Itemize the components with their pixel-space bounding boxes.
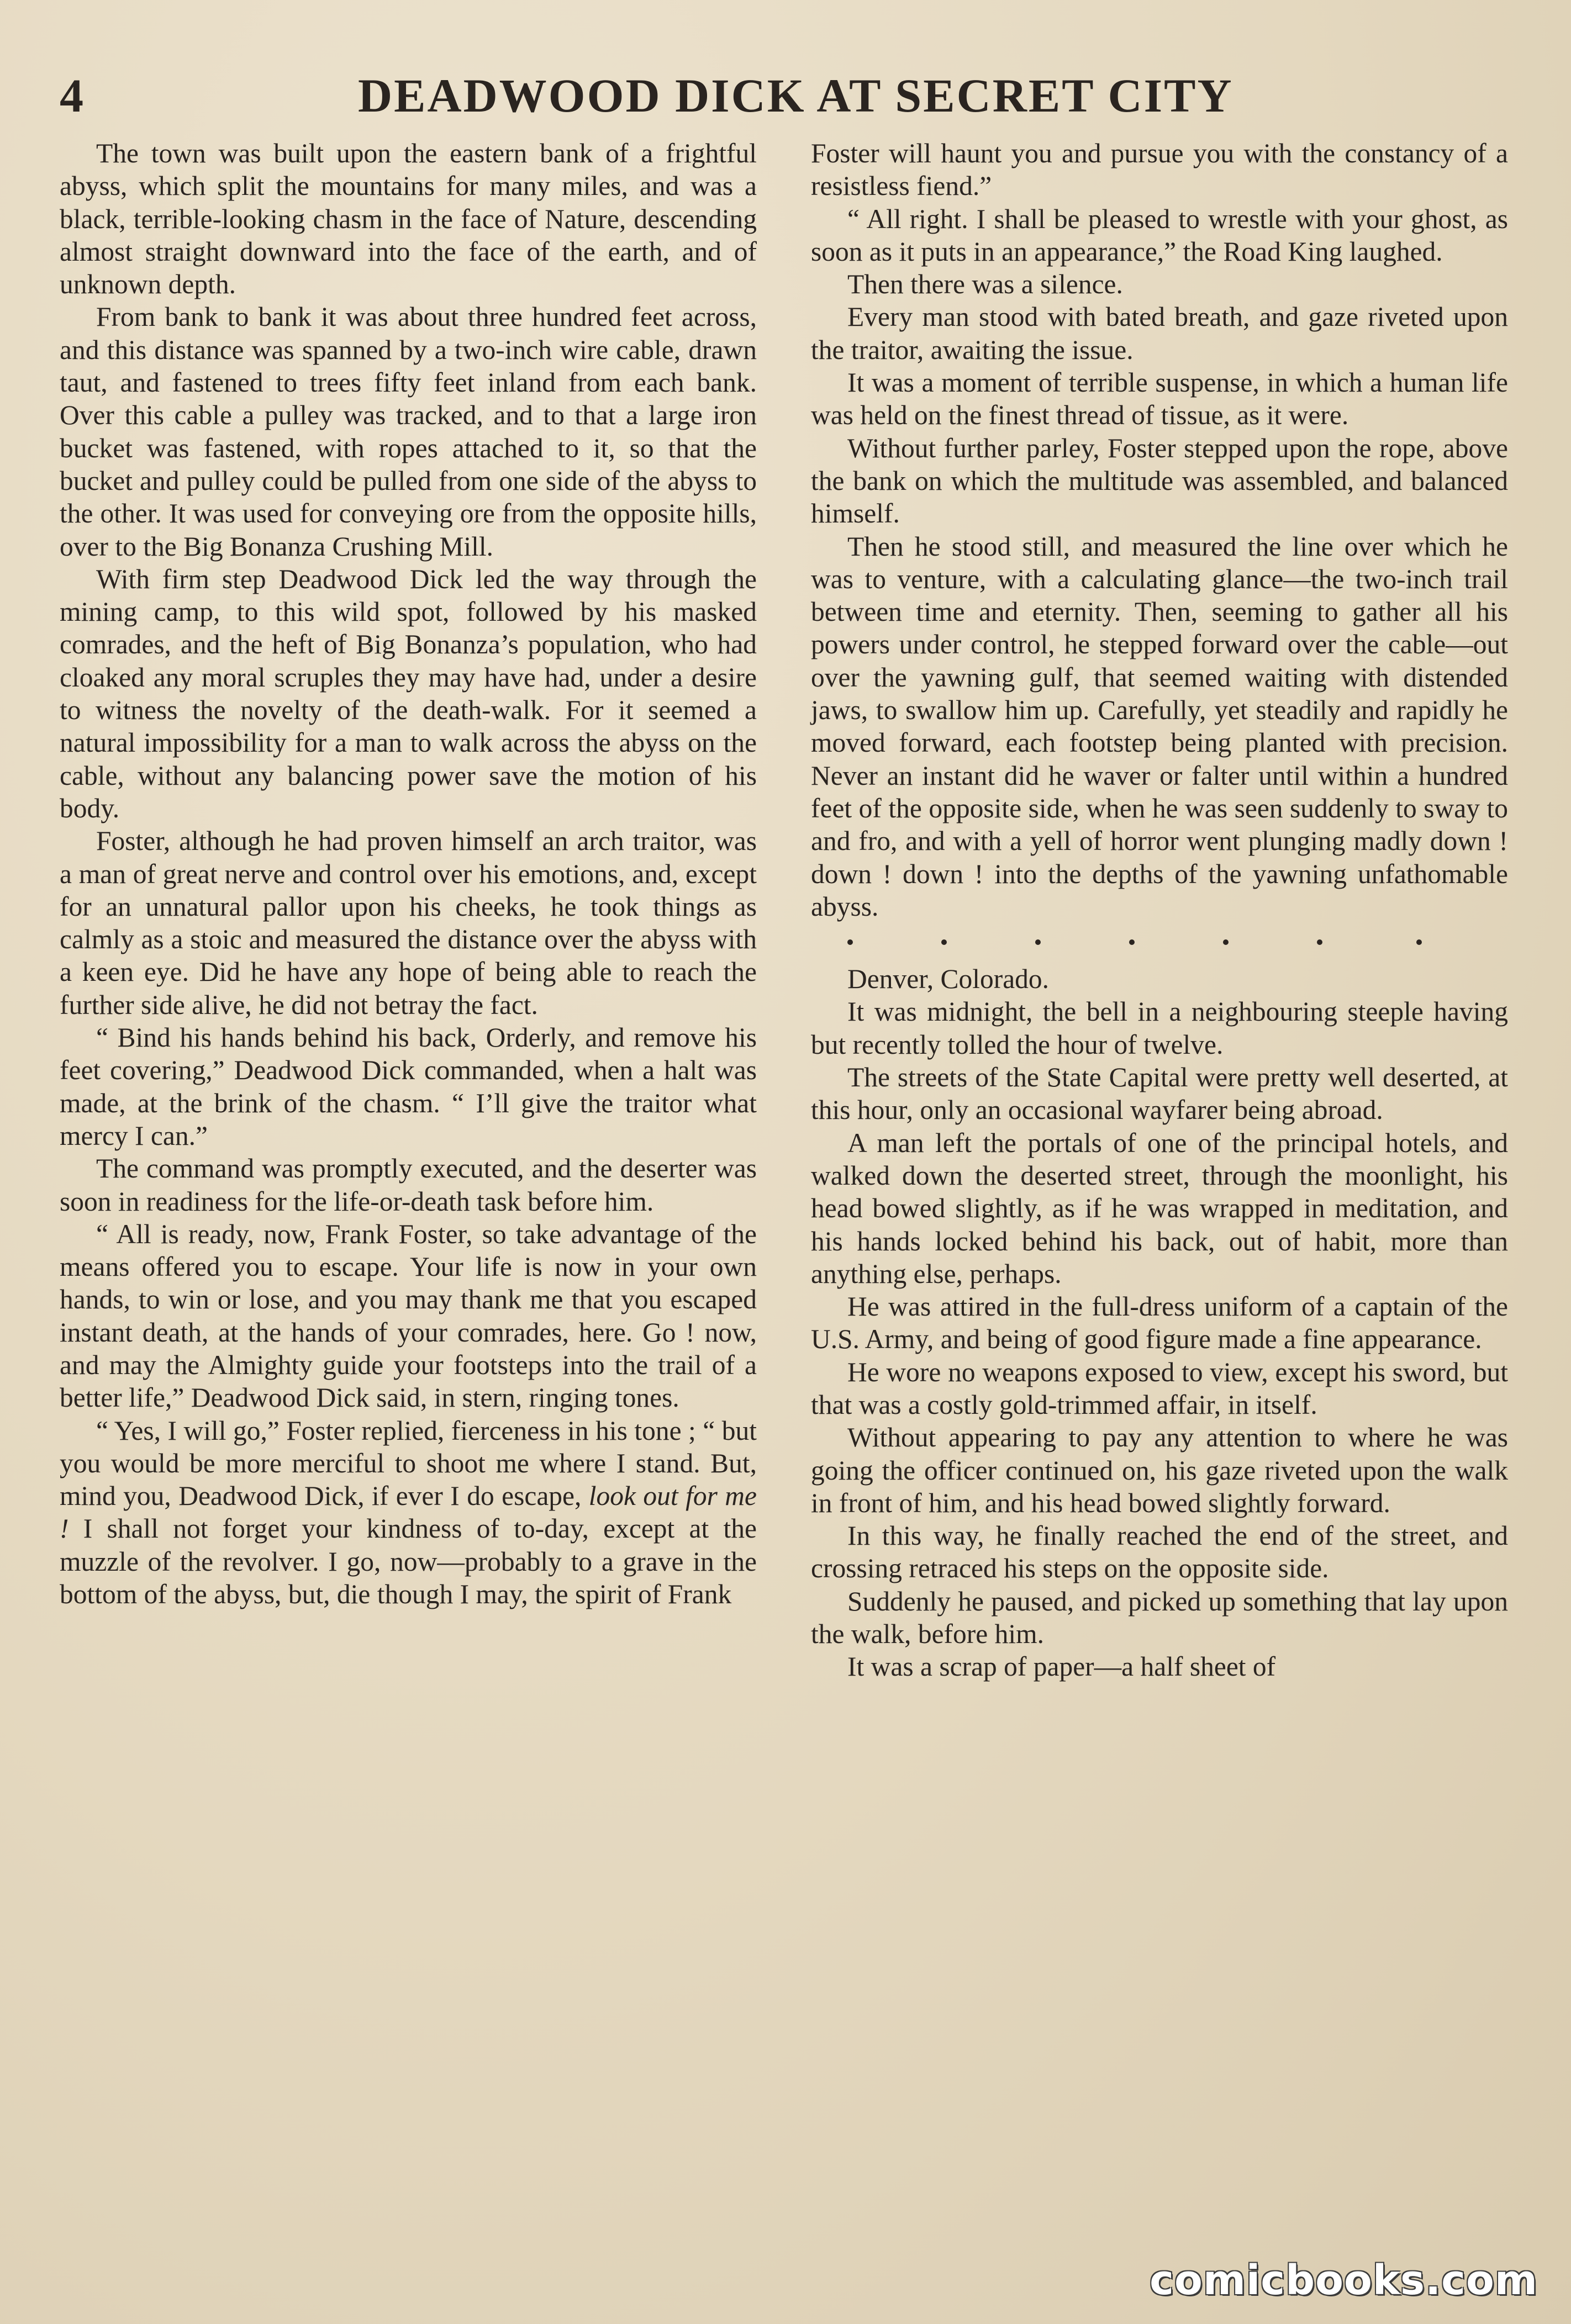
italic-phrase: look out for me ! xyxy=(60,1481,757,1544)
paragraph: The town was built upon the eastern bank of a frightful abyss, which split the mountains for many miles, and was a black, terrible-looking chasm in the face of Nature, descending almost straight downward into the face of the earth, and of unknown depth. xyxy=(60,138,757,300)
right-column xyxy=(811,137,1508,1683)
paragraph: It was midnight, the bell in a neighbouring steeple having but recently tolled the hour of twelve. xyxy=(811,996,1508,1060)
paragraph: Denver, Colorado. xyxy=(847,964,1050,995)
page-number: 4 xyxy=(60,69,85,122)
paragraph: The streets of the State Capital were pretty well deserted, at this hour, only an occasional wayfarer being abroad. xyxy=(811,1062,1508,1126)
site-watermark: comicbooks.com xyxy=(1150,2257,1538,2304)
paragraph: The command was promptly executed, and the deserter was soon in readiness for the life-or-death task before him. xyxy=(60,1153,757,1217)
paragraph-continued: Foster will haunt you and pursue you with the constancy of a resistless fiend.” xyxy=(811,138,1508,202)
paragraph: From bank to bank it was about three hundred feet across, and this distance was spanned by a two-inch wire cable, drawn taut, and fastened to trees fifty feet inland from each bank. Over this cable a pulley was tracked, and to that a large iron bucket was fastened, with ropes attached to it, so that the bucket and pulley could be pulled from one side of the abyss to the other. It was used for conveying ore from the opposite hills, over to the Big Bonanza Crushing Mill. xyxy=(60,302,757,562)
left-column xyxy=(60,137,757,1610)
paragraph: With firm step Deadwood Dick led the way through the mining camp, to this wild spot, followed by his masked comrades, and the heft of Big Bonanza’s population, who had cloaked any moral scruples they may have had, under a desire to witness the novelty of the death-walk. For it seemed a natural impossibility for a man to walk across the abyss on the cable, without any balancing power save the motion of his body. xyxy=(60,563,757,823)
paragraph: A man left the portals of one of the principal hotels, and walked down the deserted street, through the moonlight, his head bowed slightly, as if he was wrapped in meditation, and his hands locked behind his back, out of habit, more than anything else, perhaps. xyxy=(811,1127,1508,1289)
paragraph: “ All right. I shall be pleased to wrestle with your ghost, as soon as it puts in an appearance,” the Road King laughed. xyxy=(811,203,1508,267)
paragraph-text: “ Yes, I will go,” Foster replied, fierceness in his tone ; “ but you would be more merciful to shoot me where I stand. But, mind you, Deadwood Dick, if ever I do escape, xyxy=(60,1415,757,1512)
paragraph xyxy=(60,1414,757,1611)
paragraph: Every man stood with bated breath, and gaze riveted upon the traitor, awaiting the issue. xyxy=(811,302,1508,365)
paragraph: Without appearing to pay any attention to where he was going the officer continued on, his gaze riveted upon the walk in front of him, and his head bowed slightly forward. xyxy=(811,1422,1508,1518)
paragraph: It was a scrap of paper—a half sheet of xyxy=(847,1651,1276,1682)
paragraph: Then there was a silence. xyxy=(847,269,1123,300)
paragraph: Without further parley, Foster stepped upon the rope, above the bank on which the multitude was assembled, and balanced himself. xyxy=(811,432,1508,529)
paragraph-text: I shall not forget your kindness of to-day, except at the muzzle of the revolver. I go, now—probably to a grave in the bottom of the abyss, but, die though I may, the spirit of Frank xyxy=(60,1513,757,1610)
running-title: DEADWOOD DICK AT SECRET CITY xyxy=(358,69,1233,122)
scene-break-dots xyxy=(847,933,1508,955)
paragraph: Foster, although he had proven himself an arch traitor, was a man of great nerve and control over his emotions, and, except for an unnatural pallor upon his cheeks, he took things as calmly as a stoic and measured the distance over the abyss with a keen eye. Did he have any hope of being able to reach the further side alive, he did not betray the fact. xyxy=(60,826,757,1020)
paragraph: In this way, he finally reached the end of the street, and crossing retraced his steps on the opposite side. xyxy=(811,1520,1508,1584)
paragraph: He wore no weapons exposed to view, except his sword, but that was a costly gold-trimmed affair, in itself. xyxy=(811,1356,1508,1420)
paragraph: “ Bind his hands behind his back, Orderly, and remove his feet covering,” Deadwood Dick commanded, when a halt was made, at the brink of the chasm. “ I’ll give the traitor what mercy I can.” xyxy=(60,1022,757,1151)
page-header xyxy=(60,65,1512,126)
paragraph: “ All is ready, now, Frank Foster, so take advantage of the means offered you to escape. Your life is now in your own hands, to win or lose, and you may thank me that you escaped instant death, at the hands of your comrades, here. Go ! now, and may the Almighty guide your footsteps into the trail of a better life,” Deadwood Dick said, in stern, ringing tones. xyxy=(60,1218,757,1413)
paragraph: He was attired in the full-dress uniform of a captain of the U.S. Army, and being of good figure made a fine appearance. xyxy=(811,1291,1508,1355)
paragraph: Suddenly he paused, and picked up something that lay upon the walk, before him. xyxy=(811,1586,1508,1650)
paragraph: It was a moment of terrible suspense, in which a human life was held on the finest thread of tissue, as it were. xyxy=(811,367,1508,431)
paragraph: Then he stood still, and measured the line over which he was to venture, with a calculating glance—the two-inch trail between time and eternity. Then, seeming to gather all his powers under control, he stepped forward over the cable—out over the yawning gulf, that seemed waiting with distended jaws, to swallow him up. Carefully, yet steadily and rapidly he moved forward, each footstep being planted with precision. Never an instant did he waver or falter until within a hundred feet of the opposite side, when he was seen suddenly to sway to and fro, and with a yell of horror went plunging madly down ! down ! down ! into the depths of the yawning unfathomable abyss. xyxy=(811,531,1508,922)
